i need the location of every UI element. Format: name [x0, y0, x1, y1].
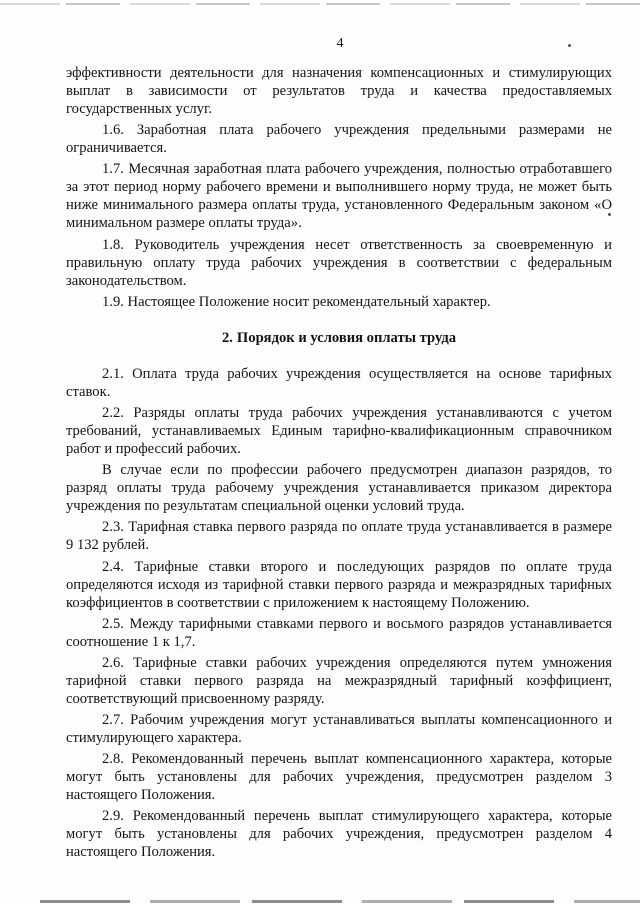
paragraphs-before-section [66, 64, 612, 311]
document-body [66, 64, 612, 865]
paragraphs-after-section [66, 365, 612, 862]
section-title: Порядок и условия оплаты труда [236, 329, 457, 346]
paragraph: 2.5. Между тарифными ставками первого и восьмого разрядов устанавливается соотношение 1 к 1,7. [66, 615, 612, 650]
paragraph: 2.6. Тарифные ставки рабочих учреждения определяются путем умножения тарифной ставки первого разряда на межразрядный тарифный коэффициент, соответствующий присвоенному разряду. [66, 654, 612, 707]
paragraph: 2.2. Разряды оплаты труда рабочих учреждения устанавливаются с учетом требований, устанавливаемых Единым тарифно-квалификационным справочником работ и профессий рабочих. [66, 404, 612, 457]
section-heading [66, 329, 612, 347]
paragraph: 1.9. Настоящее Положение носит рекомендательный характер. [102, 293, 491, 310]
scan-edge-bottom [40, 900, 640, 903]
paragraph: эффективности деятельности для назначения компенсационных и стимулирующих выплат в зависимости от результатов труда и качества предоставляемых государственных услуг. [66, 65, 612, 117]
scan-edge-top [0, 3, 640, 5]
paragraph: 2.9. Рекомендованный перечень выплат стимулирующего характера, которые могут быть установлены для рабочих учреждения, предусмотрен разделом 4 настоящего Положения. [66, 808, 612, 861]
paragraph: В случае если по профессии рабочего предусмотрен диапазон разрядов, то разряд оплаты труда рабочему учреждения устанавливается приказом директора учреждения по результатам специальной оценки условий труда. [66, 462, 612, 515]
paragraph: 2.7. Рабочим учреждения могут устанавливаться выплаты компенсационного и стимулирующего характера. [66, 712, 612, 747]
paragraph: 2.1. Оплата труда рабочих учреждения осуществляется на основе тарифных ставок. [66, 365, 612, 400]
paragraph: 1.6. Заработная плата рабочего учреждения предельными размерами не ограничивается. [66, 122, 612, 157]
paragraph: 1.7. Месячная заработная плата рабочего учреждения, полностью отработавшего за этот период норму рабочего времени и выполнившего норму труда, не может быть ниже минимального размера оплаты труда, установленного Федеральным законом «О минимальном размере оплаты труда». [66, 161, 612, 232]
paragraph: 2.3. Тарифная ставка первого разряда по оплате труда устанавливается в размере 9 132 рублей. [66, 519, 612, 554]
section-number: 2. [221, 329, 233, 346]
paragraph: 2.4. Тарифные ставки второго и последующих разрядов по оплате труда определяются исходя из тарифной ставки первого разряда и межразрядных тарифных коэффициентов в соответствии с приложением к настоящему Положению. [66, 558, 612, 611]
page-number: 4 [336, 36, 344, 51]
paragraph: 1.8. Руководитель учреждения несет ответственность за своевременную и правильную оплату труда рабочих учреждения в соответствии с федеральным законодательством. [66, 236, 612, 289]
paragraph: 2.8. Рекомендованный перечень выплат компенсационного характера, которые могут быть установлены для рабочих учреждения, предусмотрен разделом 3 настоящего Положения. [66, 751, 612, 804]
